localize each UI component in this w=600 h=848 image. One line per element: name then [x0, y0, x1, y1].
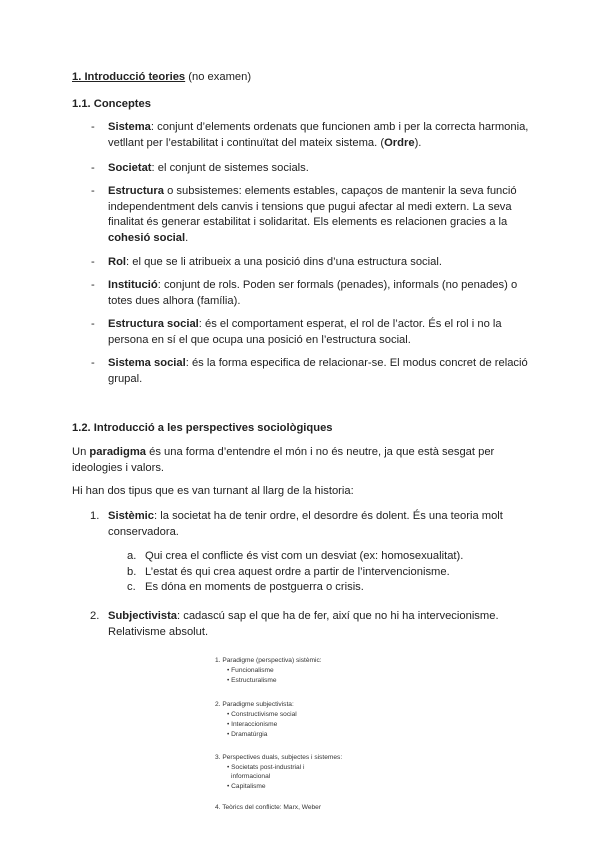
type-text: conservadora.: [108, 525, 179, 538]
concept-term: Societat: [108, 162, 152, 174]
section-title: 1. Introducció teories: [72, 71, 186, 83]
concept-text: persona en sí el que ocupa una posició en l’estructura social.: [108, 333, 411, 346]
bullet-dash: -: [91, 318, 95, 330]
two-types-sentence: Hi han dos tipus que es van turnant al llarg de la historia:: [72, 485, 354, 497]
image-p2-item: • Constructivisme social: [227, 711, 297, 718]
sub-item: Es dóna en moments de postguerra o crisis.: [145, 581, 364, 593]
paradigm-text: és una forma d’entendre el món i no és neutre, ja que està sesgat per: [146, 446, 495, 458]
type-text: Relativisme absolut.: [108, 625, 209, 638]
concept-item: [108, 317, 538, 348]
concept-term: cohesió social: [108, 231, 186, 244]
type-text: : cadascú sap el que ha de fer, així que no hi ha intervecionisme.: [177, 610, 499, 622]
concept-text: independentment dels canvis i tensions que pugui afectar al medi extern. La seva: [108, 200, 512, 213]
concept-term: Estructura: [108, 185, 164, 197]
image-p2-item: • Dramatúrgia: [227, 731, 268, 738]
sub-letter: b.: [127, 566, 137, 578]
bullet-dash: -: [91, 256, 95, 268]
type-text: : la societat ha de tenir ordre, el desordre és dolent. És una teoria molt: [154, 510, 503, 522]
type-item: [108, 509, 538, 540]
concept-term: Sistema social: [108, 357, 186, 369]
concept-text: grupal.: [108, 372, 143, 385]
sub-item: Qui crea el conflicte és vist com un desviat (ex: homosexualitat).: [145, 550, 464, 562]
concept-text: ).: [414, 136, 422, 149]
image-p1-item: • Funcionalisme: [227, 667, 274, 674]
subsection-heading-concepts: 1.1. Conceptes: [72, 98, 151, 110]
sub-item: L’estat és qui crea aquest ordre a partir de l’intervencionisme.: [145, 566, 450, 578]
image-p3-item: • Capitalisme: [227, 783, 266, 790]
paradigm-text: Un: [72, 446, 90, 458]
image-p1: 1. Paradigme (perspectiva) sistèmic:: [215, 657, 322, 664]
bullet-dash: -: [91, 121, 95, 133]
paradigm-paragraph: [72, 445, 532, 476]
subsection-heading-perspectives: 1.2. Introducció a les perspectives sociològiques: [72, 422, 333, 434]
concept-text: : és la forma especifica de relacionar-se. El modus concret de relació: [185, 357, 528, 369]
concept-text: .: [185, 231, 189, 244]
concept-text: : conjunt de rols. Poden ser formals (penades), informals (no penades) o: [157, 279, 518, 291]
concept-term: Ordre: [384, 136, 415, 149]
concept-item: [108, 255, 538, 271]
concept-text: : el conjunt de sistemes socials.: [151, 162, 309, 174]
concept-term: Rol: [108, 256, 127, 268]
concept-term: Institució: [108, 279, 158, 291]
concept-item: [108, 161, 538, 177]
type-item: [108, 609, 538, 640]
concept-item: [108, 356, 538, 387]
concept-item: [108, 120, 538, 151]
concept-text: : el que se li atribueix a una posició dins d’una estructura social.: [126, 256, 442, 268]
embedded-image: [212, 656, 392, 818]
section-heading: [72, 70, 251, 86]
bullet-dash: -: [91, 162, 95, 174]
image-p3-item: • Societats post-industrial i: [227, 764, 305, 771]
image-p2: 2. Paradigme subjectivista:: [215, 701, 294, 708]
bullet-dash: -: [91, 279, 95, 291]
concept-text: : conjunt d’elements ordenats que funcionen amb i per la correcta harmonia,: [150, 121, 529, 133]
image-p3: 3. Perspectives duals, subjectes i sistemes:: [215, 754, 343, 761]
image-p1-item: • Estructuralisme: [227, 677, 277, 684]
image-p2-item: • Interaccionisme: [227, 721, 278, 728]
section-note: (no examen): [185, 71, 252, 83]
type-term: Subjectivista: [108, 610, 178, 622]
list-number: 1.: [90, 510, 100, 522]
concept-text: finalitat és generar estabilitat i solidaritat. Els elements es relacionen gracies a la: [108, 216, 508, 228]
concept-text: vetllant per l’estabilitat i continuïtat del mateix sistema. (: [108, 136, 385, 149]
bullet-dash: -: [91, 357, 95, 369]
concept-item: [108, 278, 538, 309]
image-p4: 4. Teòrics del conflicte: Marx, Weber: [215, 804, 322, 811]
image-p3-item: informacional: [231, 773, 271, 780]
paradigm-text: ideologies i valors.: [72, 461, 165, 474]
concept-term: Sistema: [108, 121, 151, 133]
sub-letter: a.: [127, 550, 137, 562]
list-number: 2.: [90, 610, 100, 622]
sub-letter: c.: [127, 581, 136, 593]
concept-text: totes dues alhora (família).: [108, 294, 241, 307]
bullet-dash: -: [91, 185, 95, 197]
concept-text: : és el comportament esperat, el rol de l’actor. És el rol i no la: [198, 318, 502, 330]
concept-item: [108, 184, 538, 246]
type-term: Sistèmic: [108, 510, 155, 522]
concept-term: Estructura social: [108, 318, 199, 330]
paradigm-term: paradigma: [89, 446, 146, 458]
concept-text: o subsistemes: elements estables, capaços de mantenir la seva funció: [163, 185, 517, 197]
